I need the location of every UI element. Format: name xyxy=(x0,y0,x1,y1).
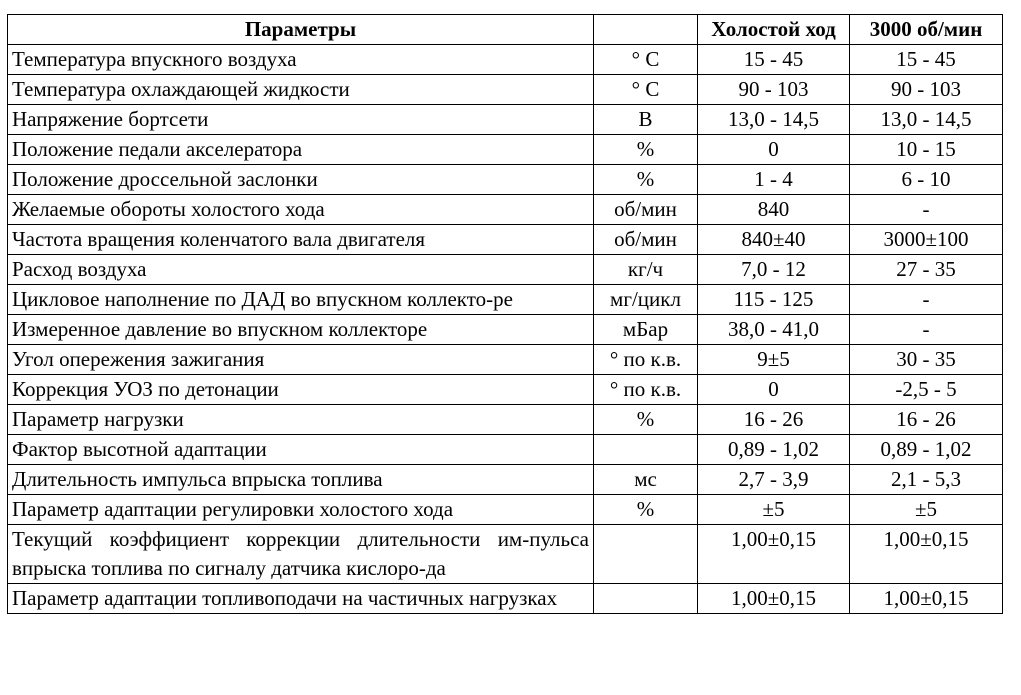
param-3000rpm-value: 3000±100 xyxy=(850,225,1003,255)
table-body xyxy=(8,45,1003,614)
param-3000rpm-value: - xyxy=(850,195,1003,225)
header-idle: Холостой ход xyxy=(698,15,850,45)
param-name: Напряжение бортсети xyxy=(8,105,594,135)
param-3000rpm-value: 90 - 103 xyxy=(850,75,1003,105)
param-unit: ° по к.в. xyxy=(594,345,698,375)
param-3000rpm-value: 1,00±0,15 xyxy=(850,584,1003,614)
param-3000rpm-value: 16 - 26 xyxy=(850,405,1003,435)
param-idle-value: 0 xyxy=(698,375,850,405)
param-3000rpm-value: 1,00±0,15 xyxy=(850,525,1003,584)
param-idle-value: 90 - 103 xyxy=(698,75,850,105)
table-row xyxy=(8,285,1003,315)
table-row xyxy=(8,135,1003,165)
param-unit: % xyxy=(594,135,698,165)
param-3000rpm-value: 10 - 15 xyxy=(850,135,1003,165)
table-header xyxy=(8,15,1003,45)
param-name: Температура охлаждающей жидкости xyxy=(8,75,594,105)
param-idle-value: 1,00±0,15 xyxy=(698,525,850,584)
param-3000rpm-value: ±5 xyxy=(850,495,1003,525)
param-name: Положение дроссельной заслонки xyxy=(8,165,594,195)
param-idle-value: ±5 xyxy=(698,495,850,525)
table-row xyxy=(8,584,1003,614)
param-name: Текущий коэффициент коррекции длительности им-пульса впрыска топлива по сигналу датчика кислоро-да xyxy=(8,525,594,584)
table-row xyxy=(8,45,1003,75)
table-row xyxy=(8,405,1003,435)
param-unit: мБар xyxy=(594,315,698,345)
table-row xyxy=(8,315,1003,345)
table-row xyxy=(8,105,1003,135)
param-unit: ° С xyxy=(594,45,698,75)
param-unit: кг/ч xyxy=(594,255,698,285)
param-name: Температура впускного воздуха xyxy=(8,45,594,75)
param-idle-value: 7,0 - 12 xyxy=(698,255,850,285)
param-unit: ° по к.в. xyxy=(594,375,698,405)
param-name: Угол опережения зажигания xyxy=(8,345,594,375)
parameters-table xyxy=(7,14,1003,614)
param-unit xyxy=(594,584,698,614)
param-name: Параметр адаптации регулировки холостого хода xyxy=(8,495,594,525)
param-name: Фактор высотной адаптации xyxy=(8,435,594,465)
param-unit: % xyxy=(594,405,698,435)
table-row xyxy=(8,375,1003,405)
param-unit: ° С xyxy=(594,75,698,105)
param-name: Цикловое наполнение по ДАД во впускном коллекто-ре xyxy=(8,285,594,315)
param-idle-value: 2,7 - 3,9 xyxy=(698,465,850,495)
param-unit: В xyxy=(594,105,698,135)
table-row xyxy=(8,525,1003,584)
param-unit: % xyxy=(594,495,698,525)
table-row xyxy=(8,435,1003,465)
table-row xyxy=(8,345,1003,375)
param-idle-value: 840±40 xyxy=(698,225,850,255)
param-idle-value: 38,0 - 41,0 xyxy=(698,315,850,345)
param-3000rpm-value: -2,5 - 5 xyxy=(850,375,1003,405)
param-name: Положение педали акселератора xyxy=(8,135,594,165)
table-row xyxy=(8,465,1003,495)
param-unit xyxy=(594,435,698,465)
table-row xyxy=(8,225,1003,255)
table-row xyxy=(8,195,1003,225)
param-idle-value: 840 xyxy=(698,195,850,225)
param-3000rpm-value: 2,1 - 5,3 xyxy=(850,465,1003,495)
param-idle-value: 9±5 xyxy=(698,345,850,375)
param-name: Коррекция УОЗ по детонации xyxy=(8,375,594,405)
param-name: Частота вращения коленчатого вала двигателя xyxy=(8,225,594,255)
param-idle-value: 15 - 45 xyxy=(698,45,850,75)
param-name: Длительность импульса впрыска топлива xyxy=(8,465,594,495)
param-unit: мг/цикл xyxy=(594,285,698,315)
param-name: Желаемые обороты холостого хода xyxy=(8,195,594,225)
param-idle-value: 13,0 - 14,5 xyxy=(698,105,850,135)
param-name: Расход воздуха xyxy=(8,255,594,285)
param-3000rpm-value: - xyxy=(850,315,1003,345)
param-name: Параметр нагрузки xyxy=(8,405,594,435)
param-3000rpm-value: 0,89 - 1,02 xyxy=(850,435,1003,465)
param-3000rpm-value: 27 - 35 xyxy=(850,255,1003,285)
param-idle-value: 16 - 26 xyxy=(698,405,850,435)
header-row xyxy=(8,15,1003,45)
param-idle-value: 1 - 4 xyxy=(698,165,850,195)
param-unit: мс xyxy=(594,465,698,495)
param-idle-value: 115 - 125 xyxy=(698,285,850,315)
param-unit xyxy=(594,525,698,584)
header-3000rpm: 3000 об/мин xyxy=(850,15,1003,45)
header-unit xyxy=(594,15,698,45)
table-row xyxy=(8,165,1003,195)
param-3000rpm-value: 15 - 45 xyxy=(850,45,1003,75)
param-3000rpm-value: 6 - 10 xyxy=(850,165,1003,195)
param-unit: % xyxy=(594,165,698,195)
param-name: Измеренное давление во впускном коллекторе xyxy=(8,315,594,345)
table-row xyxy=(8,495,1003,525)
param-idle-value: 0 xyxy=(698,135,850,165)
table-row xyxy=(8,255,1003,285)
param-3000rpm-value: 13,0 - 14,5 xyxy=(850,105,1003,135)
param-idle-value: 0,89 - 1,02 xyxy=(698,435,850,465)
param-3000rpm-value: 30 - 35 xyxy=(850,345,1003,375)
param-3000rpm-value: - xyxy=(850,285,1003,315)
header-parameters: Параметры xyxy=(8,15,594,45)
table-row xyxy=(8,75,1003,105)
param-unit: об/мин xyxy=(594,225,698,255)
param-unit: об/мин xyxy=(594,195,698,225)
param-idle-value: 1,00±0,15 xyxy=(698,584,850,614)
param-name: Параметр адаптации топливоподачи на частичных нагрузках xyxy=(8,584,594,614)
